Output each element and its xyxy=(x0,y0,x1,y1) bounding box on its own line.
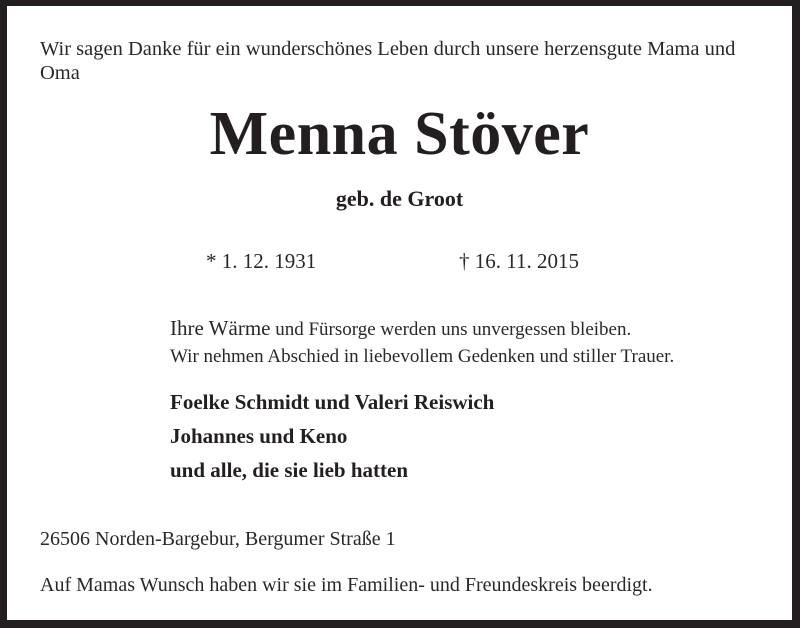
dagger-cross-icon: † xyxy=(459,249,470,273)
family-address: 26506 Norden-Bargebur, Bergumer Straße 1 xyxy=(40,528,396,550)
death-date xyxy=(459,248,579,274)
mourner-line: Johannes und Keno xyxy=(170,424,348,448)
birth-date xyxy=(206,248,316,274)
quote-line-1 xyxy=(170,315,674,343)
mourners-list xyxy=(170,385,494,487)
quote-line-1-rest: und Fürsorge werden uns unvergessen bleiben. xyxy=(270,319,632,340)
mourner-line: Foelke Schmidt und Valeri Reiswich xyxy=(170,390,495,414)
death-date-value: 16. 11. 2015 xyxy=(474,249,579,273)
quote-lead: Ihre Wärme xyxy=(170,316,271,340)
birth-star-icon: * xyxy=(206,249,217,273)
memorial-quote xyxy=(170,315,674,370)
maiden-name: geb. de Groot xyxy=(335,186,464,211)
intro-text: Wir sagen Danke für ein wunderschönes Leben durch unsere herzensgute Mama und Oma xyxy=(40,38,736,84)
birth-date-value: 1. 12. 1931 xyxy=(221,249,317,273)
obituary-card xyxy=(7,6,792,620)
quote-line-2: Wir nehmen Abschied in liebevollem Gedenken und stiller Trauer. xyxy=(170,346,675,367)
mourner-line: und alle, die sie lieb hatten xyxy=(170,458,409,482)
deceased-name: Menna Stöver xyxy=(209,100,590,168)
burial-note: Auf Mamas Wunsch haben wir sie im Familien- und Freundeskreis beerdigt. xyxy=(40,574,653,596)
